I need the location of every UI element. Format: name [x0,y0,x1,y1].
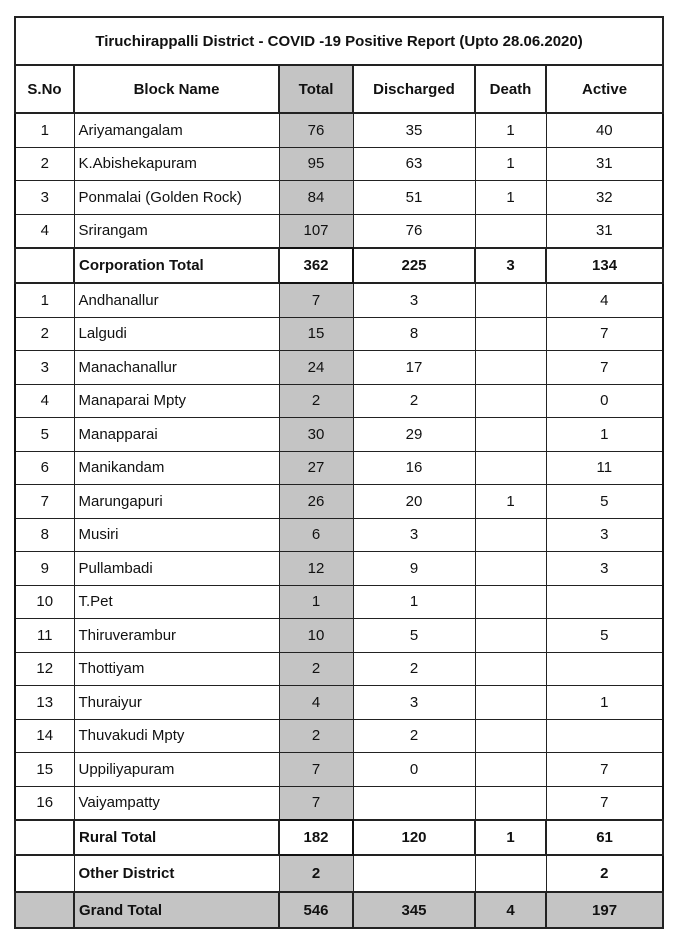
death-cell [475,214,546,248]
discharged-cell: 17 [353,351,475,385]
death-cell [475,652,546,686]
active-cell: 7 [546,351,663,385]
active-cell: 31 [546,147,663,181]
death-cell [475,317,546,351]
block-name-cell: Marungapuri [74,485,279,519]
active-cell: 0 [546,384,663,418]
discharged-cell: 3 [353,518,475,552]
sno-cell: 8 [15,518,74,552]
total-cell: 15 [279,317,353,351]
total-cell: 107 [279,214,353,248]
active-cell: 7 [546,317,663,351]
death-cell [475,786,546,820]
active-cell: 31 [546,214,663,248]
total-cell: 26 [279,485,353,519]
sno-cell: 3 [15,181,74,215]
sno-cell: 13 [15,686,74,720]
sno-cell [15,820,74,855]
total-cell: 2 [279,384,353,418]
active-cell: 7 [546,753,663,787]
total-cell: 2 [279,719,353,753]
corporation-total-row [15,248,663,283]
table-row [15,518,663,552]
discharged-cell: 5 [353,619,475,653]
discharged-cell: 8 [353,317,475,351]
sno-cell: 14 [15,719,74,753]
death-cell [475,384,546,418]
block-name-cell: Manikandam [74,451,279,485]
table-row [15,585,663,619]
total-cell: 95 [279,147,353,181]
block-name-cell: Lalgudi [74,317,279,351]
sno-cell [15,892,74,928]
discharged-cell: 3 [353,283,475,317]
table-row [15,619,663,653]
discharged-cell: 63 [353,147,475,181]
block-name-cell: Thuvakudi Mpty [74,719,279,753]
total-cell: 7 [279,786,353,820]
sno-cell [15,248,74,283]
active-cell: 197 [546,892,663,928]
active-cell: 4 [546,283,663,317]
total-cell: 7 [279,753,353,787]
death-cell: 1 [475,485,546,519]
sno-cell: 15 [15,753,74,787]
block-name-cell: Andhanallur [74,283,279,317]
death-cell [475,283,546,317]
death-cell [475,518,546,552]
header-discharged: Discharged [353,65,475,113]
table-row [15,113,663,147]
death-cell: 1 [475,113,546,147]
sno-cell: 4 [15,384,74,418]
header-sno: S.No [15,65,74,113]
active-cell: 3 [546,518,663,552]
table-row [15,451,663,485]
active-cell: 32 [546,181,663,215]
active-cell: 11 [546,451,663,485]
grand-total-row [15,892,663,928]
table-row [15,351,663,385]
total-cell: 2 [279,652,353,686]
total-cell: 24 [279,351,353,385]
table-row [15,317,663,351]
block-name-cell: Uppiliyapuram [74,753,279,787]
active-cell: 5 [546,619,663,653]
block-name-cell: T.Pet [74,585,279,619]
header-total: Total [279,65,353,113]
total-cell: 182 [279,820,353,855]
summary-label-cell: Other District [74,855,279,892]
table-row [15,786,663,820]
active-cell: 2 [546,855,663,892]
block-name-cell: Thiruverambur [74,619,279,653]
discharged-cell: 3 [353,686,475,720]
sno-cell: 4 [15,214,74,248]
report-title: Tiruchirappalli District - COVID -19 Positive Report (Upto 28.06.2020) [15,17,663,65]
total-cell: 546 [279,892,353,928]
header-row [15,65,663,113]
active-cell [546,719,663,753]
death-cell [475,855,546,892]
block-name-cell: Thuraiyur [74,686,279,720]
discharged-cell: 16 [353,451,475,485]
death-cell [475,451,546,485]
header-active: Active [546,65,663,113]
discharged-cell [353,786,475,820]
sno-cell: 10 [15,585,74,619]
header-block-name: Block Name [74,65,279,113]
sno-cell: 16 [15,786,74,820]
active-cell: 1 [546,686,663,720]
death-cell [475,619,546,653]
block-name-cell: Manapparai [74,418,279,452]
discharged-cell: 35 [353,113,475,147]
block-name-cell: Ariyamangalam [74,113,279,147]
discharged-cell: 76 [353,214,475,248]
active-cell: 5 [546,485,663,519]
discharged-cell: 2 [353,652,475,686]
discharged-cell [353,855,475,892]
discharged-cell: 0 [353,753,475,787]
total-cell: 1 [279,585,353,619]
discharged-cell: 2 [353,719,475,753]
total-cell: 4 [279,686,353,720]
total-cell: 12 [279,552,353,586]
sno-cell: 6 [15,451,74,485]
total-cell: 84 [279,181,353,215]
active-cell: 7 [546,786,663,820]
discharged-cell: 1 [353,585,475,619]
death-cell [475,753,546,787]
total-cell: 76 [279,113,353,147]
discharged-cell: 51 [353,181,475,215]
title-row [15,17,663,65]
block-name-cell: K.Abishekapuram [74,147,279,181]
summary-label-cell: Rural Total [74,820,279,855]
table-row [15,214,663,248]
active-cell: 61 [546,820,663,855]
sno-cell: 11 [15,619,74,653]
discharged-cell: 2 [353,384,475,418]
summary-label-cell: Corporation Total [74,248,279,283]
report-sheet [14,16,662,929]
table-row [15,418,663,452]
rural-total-row [15,820,663,855]
active-cell: 40 [546,113,663,147]
summary-label-cell: Grand Total [74,892,279,928]
total-cell: 10 [279,619,353,653]
discharged-cell: 225 [353,248,475,283]
sno-cell: 7 [15,485,74,519]
total-cell: 30 [279,418,353,452]
block-name-cell: Srirangam [74,214,279,248]
active-cell: 3 [546,552,663,586]
table-row [15,147,663,181]
total-cell: 6 [279,518,353,552]
total-cell: 2 [279,855,353,892]
sno-cell: 1 [15,113,74,147]
block-name-cell: Musiri [74,518,279,552]
sno-cell: 3 [15,351,74,385]
table-row [15,283,663,317]
death-cell [475,351,546,385]
block-name-cell: Vaiyampatty [74,786,279,820]
table-row [15,652,663,686]
active-cell [546,585,663,619]
sno-cell: 1 [15,283,74,317]
table-row [15,686,663,720]
death-cell: 1 [475,181,546,215]
sno-cell: 2 [15,147,74,181]
active-cell [546,652,663,686]
death-cell [475,719,546,753]
death-cell [475,686,546,720]
total-cell: 362 [279,248,353,283]
table-row [15,485,663,519]
sno-cell: 5 [15,418,74,452]
table-row [15,753,663,787]
death-cell: 1 [475,820,546,855]
block-name-cell: Pullambadi [74,552,279,586]
table-row [15,719,663,753]
block-name-cell: Manaparai Mpty [74,384,279,418]
death-cell [475,552,546,586]
other-district-row [15,855,663,892]
sno-cell: 2 [15,317,74,351]
death-cell [475,418,546,452]
death-cell: 3 [475,248,546,283]
table-row [15,384,663,418]
block-name-cell: Thottiyam [74,652,279,686]
block-name-cell: Manachanallur [74,351,279,385]
discharged-cell: 20 [353,485,475,519]
sno-cell [15,855,74,892]
death-cell: 1 [475,147,546,181]
death-cell: 4 [475,892,546,928]
covid-report-table [14,16,664,929]
active-cell: 1 [546,418,663,452]
sno-cell: 12 [15,652,74,686]
active-cell: 134 [546,248,663,283]
discharged-cell: 29 [353,418,475,452]
discharged-cell: 120 [353,820,475,855]
table-row [15,181,663,215]
sno-cell: 9 [15,552,74,586]
discharged-cell: 345 [353,892,475,928]
header-death: Death [475,65,546,113]
total-cell: 27 [279,451,353,485]
death-cell [475,585,546,619]
block-name-cell: Ponmalai (Golden Rock) [74,181,279,215]
table-row [15,552,663,586]
total-cell: 7 [279,283,353,317]
discharged-cell: 9 [353,552,475,586]
